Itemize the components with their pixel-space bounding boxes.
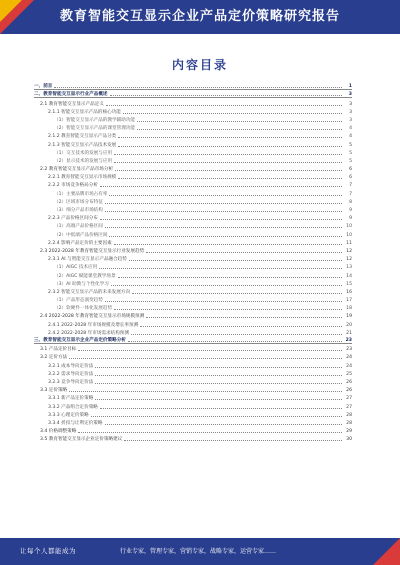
toc-entry-text: 2.1 教育智能交互显示产品定义 [40,101,104,107]
toc-entry-text: 3.2 定价方法 [40,355,68,361]
toc-page-number: 7 [349,183,352,189]
toc-page-number: 9 [349,208,352,213]
toc-entry-text: 2.1.1 智能交互显示产品的核心功能 [48,109,121,115]
toc-entry-text: 2.2.1 教育智能交互显示市场规模 [48,175,117,181]
table-of-contents [34,82,352,442]
toc-page-number: 7 [349,191,352,197]
toc-entry[interactable] [34,107,352,115]
toc-entry-text: 2.4.1 2022-2028 年市场规模及增长率预测 [48,322,139,328]
toc-entry[interactable] [34,385,352,393]
toc-entry[interactable] [34,295,352,303]
toc-entry[interactable] [34,377,352,385]
toc-page-number: 20 [346,322,352,328]
toc-page-number: 13 [346,265,352,271]
toc-leader-dots [109,236,342,237]
toc-page-number: 1 [348,84,352,90]
toc-leader-dots [100,219,342,220]
toc-page-number: 4 [349,134,352,140]
toc-leader-dots [54,87,342,88]
toc-entry-text: （1）AIGC 技术应用 [54,265,98,271]
toc-leader-dots [118,137,342,138]
toc-entry-text: （1）主要品牌市场占有率 [54,191,108,197]
toc-leader-dots [111,285,342,286]
toc-entry-text: 3.3.3 心理定价策略 [48,412,89,418]
toc-entry-text: 2.3.1 AI 与智能交互显示产品融合趋势 [48,257,127,263]
toc-entry[interactable] [34,131,352,139]
toc-entry[interactable] [34,319,352,327]
toc-entry[interactable] [34,418,352,426]
toc-page-number: 3 [349,109,352,115]
toc-heading: 内容目录 [171,58,228,72]
toc-page-number: 3 [348,92,352,98]
toc-page-number: 15 [346,281,352,287]
toc-entry-text: （2）区域市场分布特征 [54,199,103,205]
toc-leader-dots [105,424,343,425]
toc-page-number: 5 [349,158,352,164]
toc-leader-dots [114,244,342,245]
toc-leader-dots [105,211,342,212]
toc-entry[interactable] [34,393,352,401]
toc-leader-dots [91,416,342,417]
toc-entry[interactable] [34,336,352,344]
toc-page-number: 10 [346,232,352,238]
toc-entry-text: 2.4.2 2022-2028 年市场需求结构预测 [48,330,129,336]
toc-leader-dots [78,432,342,433]
toc-leader-dots [109,195,342,196]
toc-entry[interactable] [34,205,352,213]
toc-entry[interactable] [34,188,352,196]
toc-page-number: 8 [349,199,352,205]
toc-page-number: 3 [349,117,352,123]
toc-entry-text: （3）AI 助教与个性化学习 [54,281,109,287]
toc-entry[interactable] [34,360,352,368]
toc-entry-text: 2.4 2022-2028 年教育智能交互显示市场规模预测 [40,314,145,320]
toc-leader-dots [118,146,342,147]
toc-page-number: 23 [346,347,352,353]
toc-entry-text: （1）智能交互显示产品的教学辅助功能 [54,117,136,123]
toc-page-number: 24 [346,363,352,369]
toc-entry[interactable] [34,410,352,418]
toc-leader-dots [129,260,342,261]
toc-page-number: 26 [346,379,352,385]
toc-leader-dots [105,203,342,204]
footer-tags: 行业专家，管理专家，营销专家，战略专家，运营专家…… [120,548,277,555]
toc-entry-text: 3.5 教育智能交互显示企业定价策略建议 [40,437,123,443]
toc-page-number: 28 [346,412,352,418]
toc-entry-text: 2.1.2 教育智能交互显示产品分类 [48,134,117,140]
toc-leader-dots [123,113,342,114]
toc-page-number: 25 [346,371,352,377]
toc-leader-dots [118,277,342,278]
toc-leader-dots [69,358,342,359]
toc-entry[interactable] [34,148,352,156]
footer-slogan: 让每个人都能成为 [20,547,76,555]
toc-page-number: 9 [349,216,352,222]
toc-entry[interactable] [34,197,352,205]
toc-entry-text: 3.4 价格调整策略 [40,429,77,435]
toc-leader-dots [114,162,342,163]
toc-leader-dots [95,367,342,368]
toc-leader-dots [118,178,342,179]
toc-leader-dots [131,334,342,335]
toc-entry[interactable] [34,90,352,98]
toc-entry[interactable] [34,229,352,237]
toc-leader-dots [114,154,342,155]
toc-entry[interactable] [34,213,352,221]
toc-page-number: 28 [346,420,352,426]
toc-leader-dots [114,309,342,310]
toc-entry[interactable] [34,172,352,180]
toc-page-number: 14 [346,273,352,279]
toc-leader-dots [95,375,342,376]
toc-entry-text: 3.1 产品定价目标 [40,347,77,353]
toc-page-number: 27 [346,404,352,410]
toc-page-number: 6 [349,175,352,181]
toc-entry-text: 3.3.1 新产品定价策略 [48,396,94,402]
toc-page-number: 26 [346,388,352,394]
toc-entry[interactable] [34,180,352,188]
toc-entry[interactable] [34,311,352,319]
toc-entry[interactable] [34,303,352,311]
toc-page-number: 17 [346,298,352,304]
footer-banner [0,538,400,565]
toc-entry-text: 3.2.2 需求导向定价法 [48,371,94,377]
toc-leader-dots [106,105,342,106]
toc-entry[interactable] [34,287,352,295]
toc-entry-text: 3.2.3 竞争导向定价法 [48,379,94,385]
toc-leader-dots [95,383,342,384]
toc-entry-text: （3）细分产品市场结构 [54,208,103,213]
toc-leader-dots [132,293,342,294]
toc-entry-text: 3.3.2 产品组合定价策略 [48,404,98,410]
footer-red-accent [373,538,400,565]
toc-entry-text: 2.1.3 智能交互显示产品技术发展 [48,142,117,148]
toc-leader-dots [110,95,342,96]
toc-leader-dots [95,399,342,400]
toc-entry[interactable] [34,254,352,262]
toc-entry-text: （2）中低端产品价格区间 [54,232,108,238]
toc-entry-text: （2）显示技术的发展与应用 [54,158,113,164]
toc-entry[interactable] [34,139,352,147]
toc-leader-dots [115,170,342,171]
toc-entry[interactable] [34,344,352,352]
toc-entry-text: （2）智能交互显示产品的课堂管理功能 [54,126,136,132]
toc-entry-text: 2.2.3 产品价格区间分布 [48,216,98,222]
toc-entry[interactable] [34,426,352,434]
toc-entry-text: 三、教育智能交互显示企业产品定价策略分析 [34,338,126,343]
toc-page-number: 29 [346,429,352,435]
toc-entry[interactable] [34,115,352,123]
toc-entry-text: 二、教育智能交互显示行业产品概述 [34,92,108,98]
toc-leader-dots [137,129,342,130]
toc-entry-text: 2.2.4 影响产品定价的主要因素 [48,240,112,246]
toc-page-number: 30 [346,437,352,443]
toc-entry[interactable] [34,270,352,278]
report-title: 教育智能交互显示企业产品定价策略研究报告 [59,9,340,24]
toc-entry-text: 2.2.2 市场竞争格局分析 [48,183,98,189]
toc-entry-text: （1）产品形态演变趋势 [54,298,103,304]
toc-leader-dots [105,301,342,302]
toc-page-number: 12 [346,248,352,254]
toc-entry-text: 2.2 教育智能交互显示产品市场分析 [40,167,114,173]
toc-entry-text: 2.3 2022-2028 年教育智能交互显示行业发展趋势 [40,248,145,254]
toc-page-number: 10 [346,224,352,230]
toc-page-number: 5 [349,142,352,148]
toc-leader-dots [137,121,342,122]
toc-entry[interactable] [34,246,352,254]
toc-entry[interactable] [34,164,352,172]
toc-leader-dots [78,350,342,351]
toc-page-number: 12 [346,257,352,263]
toc-leader-dots [146,252,342,253]
report-header [0,0,400,34]
toc-entry[interactable] [34,434,352,442]
toc-leader-dots [99,268,342,269]
toc-page-number: 11 [346,240,352,246]
toc-entry-text: （1）高端产品价格区间 [54,224,103,230]
toc-entry[interactable] [34,82,352,90]
toc-page-number: 5 [349,150,352,156]
toc-leader-dots [105,227,342,228]
toc-entry-text: 3.3 定价策略 [40,388,68,394]
toc-leader-dots [146,317,342,318]
toc-page-number: 24 [346,355,352,361]
toc-leader-dots [100,186,342,187]
toc-page-number: 27 [346,396,352,402]
toc-page-number: 23 [345,338,352,343]
toc-page-number: 3 [349,101,352,107]
toc-page-number: 18 [346,306,352,312]
toc-page-number: 19 [346,314,352,320]
toc-page-number: 4 [349,126,352,132]
toc-entry[interactable] [34,123,352,131]
toc-page-number: 6 [349,167,352,173]
toc-entry[interactable] [34,328,352,336]
toc-entry[interactable] [34,262,352,270]
toc-entry-text: 3.2.1 成本导向定价法 [48,363,94,369]
toc-entry-text: 2.3.2 智能交互显示产品的未来发展方向 [48,289,131,295]
toc-entry[interactable] [34,156,352,164]
toc-entry-text: （2）AIGC 赋能课堂教学场景 [54,273,116,279]
toc-entry[interactable] [34,238,352,246]
toc-leader-dots [100,408,342,409]
toc-leader-dots [128,341,342,342]
toc-leader-dots [140,326,342,327]
toc-entry-text: 一、前言 [34,84,53,90]
toc-entry-text: 3.3.4 折扣与让利定价策略 [48,420,103,426]
toc-page-number: 21 [346,330,352,336]
toc-entry[interactable] [34,221,352,229]
toc-entry-text: （1）交互技术的发展与应用 [54,150,113,156]
toc-leader-dots [124,440,342,441]
toc-entry[interactable] [34,352,352,360]
toc-entry[interactable] [34,279,352,287]
toc-entry[interactable] [34,401,352,409]
toc-leader-dots [69,391,342,392]
toc-page-number: 16 [346,289,352,295]
toc-entry[interactable] [34,98,352,106]
toc-entry-text: （2）软硬件一体化发展趋势 [54,306,113,312]
toc-entry[interactable] [34,369,352,377]
